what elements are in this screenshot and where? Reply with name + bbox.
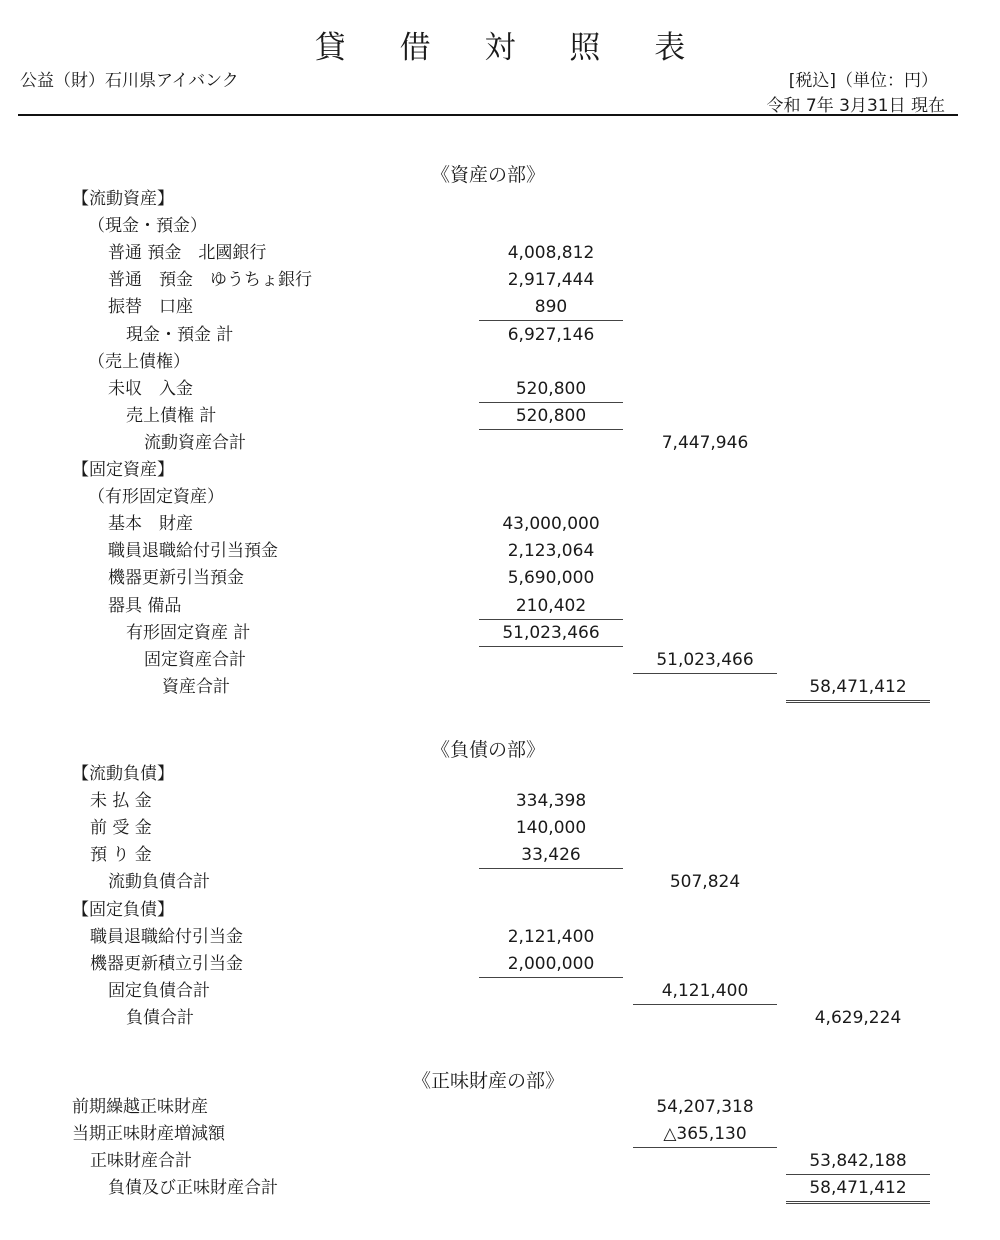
organization-name: 公益（財）石川県アイバンク	[20, 71, 239, 91]
statement-row	[0, 870, 1000, 897]
page-title: 貸 借 対 照 表	[314, 30, 708, 66]
row-label: 負債合計	[126, 1007, 194, 1028]
statement-row	[0, 594, 1000, 621]
row-label: 【流動負債】	[72, 764, 174, 784]
row-amount: 51,023,466	[479, 621, 623, 647]
row-label: 職員退職給付引当預金	[108, 541, 278, 562]
section-heading: 《負債の部》	[430, 739, 545, 761]
header-rule	[18, 114, 958, 116]
statement-row	[0, 485, 1000, 512]
statement-row	[0, 512, 1000, 539]
row-label: 前 受 金	[90, 818, 152, 839]
statement-row	[0, 1149, 1000, 1176]
statement-row	[0, 952, 1000, 979]
statement-row	[0, 350, 1000, 377]
row-label: 正味財産合計	[90, 1151, 192, 1172]
section-heading: 《資産の部》	[430, 164, 545, 186]
row-label: 資産合計	[162, 676, 230, 697]
row-amount: 4,629,224	[814, 1007, 902, 1028]
row-amount: 58,471,412	[786, 1176, 930, 1204]
statement-row	[0, 843, 1000, 870]
row-label: 普通 預金 ゆうちょ銀行	[108, 270, 312, 291]
statement-row	[0, 323, 1000, 350]
statement-row	[0, 1006, 1000, 1033]
row-label: 機器更新引当預金	[108, 568, 244, 589]
row-amount: 43,000,000	[502, 514, 600, 535]
row-label: 流動資産合計	[144, 432, 246, 453]
row-label: 前期繰越正味財産	[72, 1097, 208, 1117]
row-label: （売上債権）	[88, 351, 190, 372]
statement-row	[0, 431, 1000, 458]
statement-row	[0, 566, 1000, 593]
row-label: 固定負債合計	[108, 980, 210, 1001]
statement-row	[0, 539, 1000, 566]
statement-row	[0, 789, 1000, 816]
statement-row	[0, 816, 1000, 843]
statement-row	[0, 925, 1000, 952]
row-amount: 507,824	[669, 872, 741, 893]
row-label: 現金・預金 計	[126, 324, 234, 345]
row-label: 流動負債合計	[108, 872, 210, 893]
statement-row	[0, 675, 1000, 702]
row-label: 振替 口座	[108, 297, 193, 318]
row-label: 普通 預金 北國銀行	[108, 243, 267, 264]
statement-row	[0, 377, 1000, 404]
row-label: （現金・預金）	[88, 216, 207, 237]
row-label: 職員退職給付引当金	[90, 926, 243, 947]
row-amount: △365,130	[633, 1122, 777, 1148]
row-amount: 334,398	[515, 791, 587, 812]
statement-row	[0, 1122, 1000, 1149]
row-amount: 33,426	[479, 843, 623, 869]
row-amount: 51,023,466	[633, 648, 777, 674]
statement-row	[0, 295, 1000, 322]
unit-note: [税込]（単位：円）	[788, 71, 938, 91]
row-label: （有形固定資産）	[88, 487, 224, 508]
row-label: 【固定負債】	[72, 899, 174, 920]
row-label: 器具 備品	[108, 595, 182, 616]
row-amount: 58,471,412	[786, 675, 930, 703]
row-amount: 890	[479, 295, 623, 321]
row-amount: 4,121,400	[633, 979, 777, 1005]
statement-row	[0, 898, 1000, 925]
row-label: 有形固定資産 計	[126, 622, 251, 643]
row-amount: 6,927,146	[507, 324, 595, 345]
row-amount: 140,000	[515, 818, 587, 839]
row-amount: 4,008,812	[507, 243, 595, 264]
statement-row	[0, 979, 1000, 1006]
statement-row	[0, 458, 1000, 485]
section-heading: 《正味財産の部》	[411, 1070, 564, 1092]
statement-row	[0, 1176, 1000, 1203]
row-amount: 2,917,444	[507, 270, 595, 291]
row-label: 固定資産合計	[144, 649, 246, 670]
statement-row	[0, 214, 1000, 241]
row-label: 基本 財産	[108, 514, 193, 535]
row-amount: 2,123,064	[507, 541, 595, 562]
row-amount: 53,842,188	[786, 1149, 930, 1175]
statement-row	[0, 241, 1000, 268]
statement-row	[0, 187, 1000, 214]
report-date: 令和 7年 3月31日 現在	[766, 96, 945, 116]
row-amount: 210,402	[479, 594, 623, 620]
row-label: 機器更新積立引当金	[90, 953, 243, 974]
statement-row	[0, 268, 1000, 295]
row-amount: 2,000,000	[479, 952, 623, 978]
row-label: 【固定資産】	[72, 460, 174, 480]
row-amount: 5,690,000	[507, 568, 595, 589]
row-amount: 7,447,946	[661, 432, 749, 453]
row-label: 預 り 金	[90, 845, 152, 866]
statement-row	[0, 621, 1000, 648]
row-label: 未 払 金	[90, 791, 152, 812]
row-label: 当期正味財産増減額	[72, 1124, 225, 1145]
row-label: 未収 入金	[108, 378, 193, 399]
row-amount: 2,121,400	[507, 926, 595, 947]
row-amount: 54,207,318	[656, 1097, 754, 1117]
statement-row	[0, 404, 1000, 431]
statement-row	[0, 648, 1000, 675]
row-amount: 520,800	[479, 404, 623, 430]
row-label: 負債及び正味財産合計	[108, 1178, 278, 1199]
statement-row	[0, 762, 1000, 789]
row-label: 【流動資産】	[72, 189, 174, 209]
row-label: 売上債権 計	[126, 405, 217, 426]
row-amount: 520,800	[479, 377, 623, 403]
statement-row	[0, 1095, 1000, 1122]
